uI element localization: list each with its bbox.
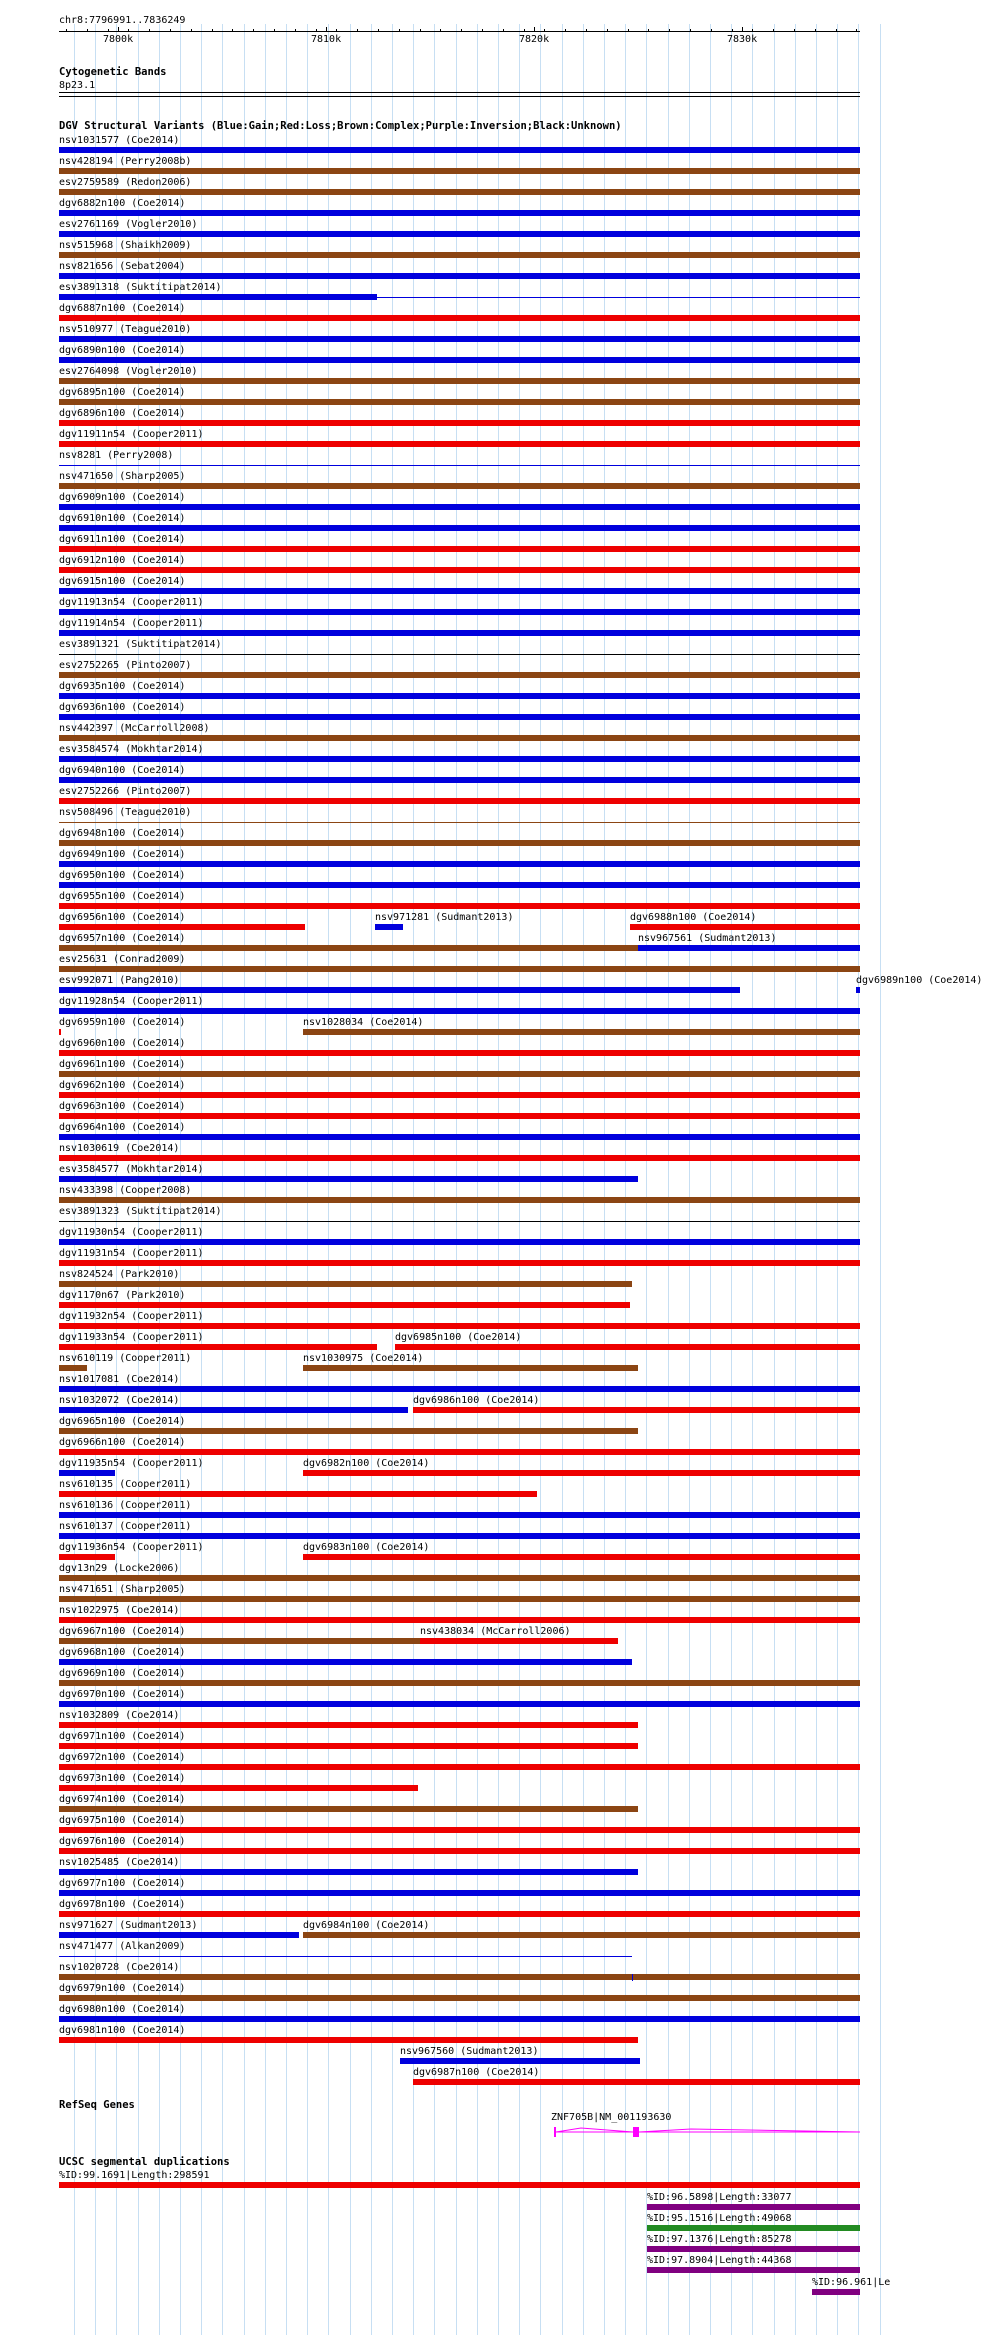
variant-label[interactable]: esv2752265 (Pinto2007): [59, 660, 192, 671]
variant-bar[interactable]: [638, 945, 860, 951]
variant-bar[interactable]: [59, 1155, 860, 1161]
variant-bar[interactable]: [59, 1533, 860, 1539]
variant-bar[interactable]: [59, 315, 860, 321]
gene-exon: [633, 2127, 639, 2137]
ruler-minor-tick: [524, 29, 525, 32]
ruler-tick-label: 7820k: [519, 34, 550, 45]
variant-bar[interactable]: [59, 1764, 860, 1770]
variant-label[interactable]: dgv6950n100 (Coe2014): [59, 870, 186, 881]
grid-line: [837, 24, 838, 2335]
variant-bar[interactable]: [375, 924, 403, 930]
segdup-bar[interactable]: [647, 2246, 860, 2252]
variant-label[interactable]: dgv6956n100 (Coe2014): [59, 912, 186, 923]
variant-bar[interactable]: [400, 2058, 640, 2064]
variant-bar[interactable]: [59, 987, 740, 993]
variant-bar[interactable]: [59, 945, 638, 951]
ruler-minor-tick: [108, 29, 109, 32]
ruler-minor-tick: [628, 29, 629, 32]
ruler-minor-tick: [794, 29, 795, 32]
variant-label[interactable]: esv2759589 (Redon2006): [59, 177, 192, 188]
variant-label[interactable]: nsv967561 (Sudmant2013): [638, 933, 777, 944]
variant-bar[interactable]: [59, 1869, 638, 1875]
variant-label[interactable]: dgv6974n100 (Coe2014): [59, 1794, 186, 1805]
variant-label[interactable]: dgv6976n100 (Coe2014): [59, 1836, 186, 1847]
variant-bar[interactable]: [59, 1491, 537, 1497]
variant-label[interactable]: esv992071 (Pang2010): [59, 975, 180, 986]
variant-bar[interactable]: [59, 1071, 860, 1077]
variant-label[interactable]: dgv6911n100 (Coe2014): [59, 534, 186, 545]
variant-bar[interactable]: [59, 465, 860, 466]
variant-bar[interactable]: [303, 1365, 638, 1371]
variant-bar[interactable]: [59, 1221, 860, 1222]
variant-bar[interactable]: [303, 1470, 860, 1476]
grid-line: [816, 24, 817, 2335]
variant-bar[interactable]: [59, 1911, 860, 1917]
variant-label[interactable]: nsv1025485 (Coe2014): [59, 1857, 180, 1868]
variant-bar[interactable]: [59, 1743, 638, 1749]
variant-label[interactable]: dgv11936n54 (Cooper2011): [59, 1542, 204, 1553]
variant-bar[interactable]: [59, 1848, 860, 1854]
variant-label[interactable]: dgv6969n100 (Coe2014): [59, 1668, 186, 1679]
variant-label[interactable]: dgv11928n54 (Cooper2011): [59, 996, 204, 1007]
variant-label[interactable]: dgv6979n100 (Coe2014): [59, 1983, 186, 1994]
variant-label[interactable]: dgv6964n100 (Coe2014): [59, 1122, 186, 1133]
variant-bar[interactable]: [59, 1197, 860, 1203]
ruler-minor-tick: [128, 29, 129, 32]
variant-label[interactable]: esv25631 (Conrad2009): [59, 954, 186, 965]
variant-bar[interactable]: [59, 1956, 632, 1957]
variant-bar[interactable]: [59, 1722, 638, 1728]
ruler-minor-tick: [336, 29, 337, 32]
variant-label[interactable]: esv2764098 (Vogler2010): [59, 366, 198, 377]
variant-label[interactable]: dgv6935n100 (Coe2014): [59, 681, 186, 692]
variant-label[interactable]: dgv6912n100 (Coe2014): [59, 555, 186, 566]
variant-bar[interactable]: [59, 546, 860, 552]
refseq-title: RefSeq Genes: [59, 2099, 135, 2111]
variant-label[interactable]: dgv11935n54 (Cooper2011): [59, 1458, 204, 1469]
variant-bar[interactable]: [59, 1281, 632, 1287]
variant-bar[interactable]: [59, 483, 860, 489]
variant-bar[interactable]: [59, 1470, 115, 1476]
variant-bar[interactable]: [59, 1554, 115, 1560]
ruler-minor-tick: [752, 29, 753, 32]
ruler-tick: [326, 27, 327, 32]
ruler-minor-tick: [669, 29, 670, 32]
variant-label[interactable]: dgv6967n100 (Coe2014): [59, 1626, 186, 1637]
variant-bar[interactable]: [413, 1407, 860, 1413]
variant-bar[interactable]: [59, 1176, 638, 1182]
variant-label[interactable]: nsv433398 (Cooper2008): [59, 1185, 192, 1196]
ruler-minor-tick: [357, 29, 358, 32]
variant-bar[interactable]: [59, 966, 860, 972]
variant-label[interactable]: dgv6981n100 (Coe2014): [59, 2025, 186, 2036]
variant-label[interactable]: nsv442397 (McCarroll2008): [59, 723, 210, 734]
variant-label[interactable]: nsv471651 (Sharp2005): [59, 1584, 186, 1595]
variant-label[interactable]: dgv6984n100 (Coe2014): [303, 1920, 430, 1931]
variant-label[interactable]: nsv610135 (Cooper2011): [59, 1479, 192, 1490]
variant-label[interactable]: dgv6896n100 (Coe2014): [59, 408, 186, 419]
variant-label[interactable]: dgv6960n100 (Coe2014): [59, 1038, 186, 1049]
variant-bar[interactable]: [59, 294, 377, 300]
variant-end-tick: [632, 1974, 633, 1981]
ruler-tick-label: 7810k: [311, 34, 342, 45]
variant-label[interactable]: esv3891321 (Suktitipat2014): [59, 639, 222, 650]
segdup-label[interactable]: %ID:97.1376|Length:85278: [647, 2234, 792, 2245]
ruler-minor-tick: [378, 29, 379, 32]
variant-label[interactable]: dgv6948n100 (Coe2014): [59, 828, 186, 839]
variant-label[interactable]: nsv8281 (Perry2008): [59, 450, 174, 461]
segdup-label[interactable]: %ID:95.1516|Length:49068: [647, 2213, 792, 2224]
ruler-minor-tick: [732, 29, 733, 32]
variant-bar[interactable]: [59, 630, 860, 636]
variant-bar[interactable]: [59, 2037, 638, 2043]
ruler-minor-tick: [711, 29, 712, 32]
variant-bar[interactable]: [59, 1449, 860, 1455]
variant-label[interactable]: esv3584574 (Mokhtar2014): [59, 744, 204, 755]
segdup-label[interactable]: %ID:99.1691|Length:298591: [59, 2170, 210, 2181]
ruler-tick: [118, 27, 119, 32]
variant-label[interactable]: dgv11932n54 (Cooper2011): [59, 1311, 204, 1322]
variant-bar[interactable]: [59, 441, 860, 447]
ruler-minor-tick: [836, 29, 837, 32]
variant-label[interactable]: nsv428194 (Perry2008b): [59, 156, 192, 167]
ruler-minor-tick: [66, 29, 67, 32]
grid-line: [752, 24, 753, 2335]
variant-bar[interactable]: [420, 1638, 618, 1644]
variant-label[interactable]: nsv508496 (Teague2010): [59, 807, 192, 818]
ruler-minor-tick: [607, 29, 608, 32]
ruler-minor-tick: [461, 29, 462, 32]
variant-bar[interactable]: [59, 822, 860, 823]
variant-bar[interactable]: [59, 1239, 860, 1245]
ruler-minor-tick: [856, 29, 857, 32]
variant-bar[interactable]: [59, 1323, 860, 1329]
ruler-tick: [742, 27, 743, 32]
variant-bar[interactable]: [59, 1701, 860, 1707]
variant-bar[interactable]: [59, 1974, 860, 1980]
variant-bar[interactable]: [59, 882, 860, 888]
variant-label[interactable]: dgv6957n100 (Coe2014): [59, 933, 186, 944]
variant-label[interactable]: nsv1028034 (Coe2014): [303, 1017, 424, 1028]
variant-label[interactable]: nsv971281 (Sudmant2013): [375, 912, 514, 923]
variant-label[interactable]: dgv6972n100 (Coe2014): [59, 1752, 186, 1763]
variant-label[interactable]: nsv510977 (Teague2010): [59, 324, 192, 335]
variant-label[interactable]: dgv6909n100 (Coe2014): [59, 492, 186, 503]
variant-label[interactable]: dgv6968n100 (Coe2014): [59, 1647, 186, 1658]
gene-exon: [554, 2127, 556, 2137]
variant-bar[interactable]: [59, 777, 860, 783]
variant-bar[interactable]: [59, 504, 860, 510]
cytoband-track: [59, 92, 860, 93]
ruler-minor-tick: [316, 29, 317, 32]
variant-bar[interactable]: [59, 420, 860, 426]
variant-bar[interactable]: [59, 252, 860, 258]
variant-bar[interactable]: [59, 903, 860, 909]
variant-label[interactable]: nsv1030619 (Coe2014): [59, 1143, 180, 1154]
variant-label[interactable]: dgv11913n54 (Cooper2011): [59, 597, 204, 608]
variant-bar[interactable]: [59, 1092, 860, 1098]
ruler-minor-tick: [440, 29, 441, 32]
grid-line: [880, 24, 881, 2335]
variant-label[interactable]: nsv471650 (Sharp2005): [59, 471, 186, 482]
variant-label[interactable]: dgv6962n100 (Coe2014): [59, 1080, 186, 1091]
ruler-minor-tick: [648, 29, 649, 32]
variant-label[interactable]: dgv6978n100 (Coe2014): [59, 1899, 186, 1910]
variant-bar[interactable]: [59, 672, 860, 678]
variant-bar[interactable]: [59, 756, 860, 762]
ruler-minor-tick: [544, 29, 545, 32]
ruler-minor-tick: [212, 29, 213, 32]
variant-bar[interactable]: [59, 1827, 860, 1833]
variant-bar[interactable]: [59, 693, 860, 699]
variant-label[interactable]: dgv6915n100 (Coe2014): [59, 576, 186, 587]
variant-bar[interactable]: [59, 525, 860, 531]
variant-label[interactable]: dgv6982n100 (Coe2014): [303, 1458, 430, 1469]
ruler-minor-tick: [815, 29, 816, 32]
variant-label[interactable]: dgv6970n100 (Coe2014): [59, 1689, 186, 1700]
variant-bar[interactable]: [59, 1344, 377, 1350]
variant-label[interactable]: dgv6887n100 (Coe2014): [59, 303, 186, 314]
variant-bar[interactable]: [413, 2079, 860, 2085]
variant-label[interactable]: nsv438034 (McCarroll2006): [420, 1626, 571, 1637]
variant-label[interactable]: nsv1032072 (Coe2014): [59, 1395, 180, 1406]
variant-label[interactable]: nsv1020728 (Coe2014): [59, 1962, 180, 1973]
segdup-label[interactable]: %ID:96.961|Le: [812, 2277, 891, 2288]
cytoband-title: Cytogenetic Bands: [59, 66, 167, 78]
variant-bar[interactable]: [59, 273, 860, 279]
variant-label[interactable]: dgv6971n100 (Coe2014): [59, 1731, 186, 1742]
grid-line: [710, 24, 711, 2335]
variant-bar[interactable]: [59, 609, 860, 615]
segdup-label[interactable]: %ID:97.8904|Length:44368: [647, 2255, 792, 2266]
variant-label[interactable]: dgv6963n100 (Coe2014): [59, 1101, 186, 1112]
ruler-minor-tick: [399, 29, 400, 32]
variant-label[interactable]: esv2761169 (Vogler2010): [59, 219, 198, 230]
location-label: chr8:7796991..7836249: [59, 15, 186, 26]
ruler-minor-tick: [170, 29, 171, 32]
variant-bar[interactable]: [59, 1890, 860, 1896]
segdup-bar[interactable]: [647, 2225, 860, 2231]
variant-bar[interactable]: [59, 588, 860, 594]
variant-label[interactable]: dgv6989n100 (Coe2014): [856, 975, 982, 986]
variant-bar[interactable]: [59, 1029, 61, 1035]
variant-bar[interactable]: [59, 1512, 860, 1518]
variant-label[interactable]: nsv1017081 (Coe2014): [59, 1374, 180, 1385]
ruler-minor-tick: [253, 29, 254, 32]
variant-bar[interactable]: [59, 1785, 418, 1791]
variant-bar[interactable]: [59, 1260, 860, 1266]
variant-bar[interactable]: [59, 861, 860, 867]
variant-label[interactable]: dgv6988n100 (Coe2014): [630, 912, 757, 923]
variant-bar[interactable]: [59, 378, 860, 384]
variant-bar[interactable]: [59, 399, 860, 405]
ruler-minor-tick: [295, 29, 296, 32]
variant-bar[interactable]: [59, 1680, 860, 1686]
grid-line: [731, 24, 732, 2335]
variant-bar[interactable]: [59, 654, 860, 655]
variant-bar[interactable]: [59, 1302, 630, 1308]
variant-label[interactable]: dgv6987n100 (Coe2014): [413, 2067, 540, 2078]
variant-label[interactable]: dgv6983n100 (Coe2014): [303, 1542, 430, 1553]
ruler-minor-tick: [232, 29, 233, 32]
variant-bar[interactable]: [59, 210, 860, 216]
variant-label[interactable]: dgv6959n100 (Coe2014): [59, 1017, 186, 1028]
variant-bar[interactable]: [856, 987, 860, 993]
variant-label[interactable]: dgv6973n100 (Coe2014): [59, 1773, 186, 1784]
variant-label[interactable]: dgv11930n54 (Cooper2011): [59, 1227, 204, 1238]
variant-label[interactable]: dgv11933n54 (Cooper2011): [59, 1332, 204, 1343]
variant-label[interactable]: nsv1032809 (Coe2014): [59, 1710, 180, 1721]
variant-bar[interactable]: [59, 714, 860, 720]
variant-label[interactable]: dgv13n29 (Locke2006): [59, 1563, 180, 1574]
variant-label[interactable]: nsv1030975 (Coe2014): [303, 1353, 424, 1364]
variant-bar[interactable]: [59, 735, 860, 741]
variant-bar[interactable]: [59, 1386, 860, 1392]
variant-bar[interactable]: [59, 1008, 860, 1014]
variant-bar[interactable]: [377, 297, 860, 298]
ruler-minor-tick: [586, 29, 587, 32]
refseq-gene-label: ZNF705B|NM_001193630: [551, 2112, 672, 2123]
variant-label[interactable]: nsv1022975 (Coe2014): [59, 1605, 180, 1616]
ruler-minor-tick: [773, 29, 774, 32]
ruler-minor-tick: [503, 29, 504, 32]
variant-bar[interactable]: [303, 1932, 860, 1938]
variant-bar[interactable]: [303, 1029, 860, 1035]
ruler-minor-tick: [690, 29, 691, 32]
variant-label[interactable]: nsv821656 (Sebat2004): [59, 261, 186, 272]
variant-label[interactable]: dgv6895n100 (Coe2014): [59, 387, 186, 398]
variant-label[interactable]: dgv11911n54 (Cooper2011): [59, 429, 204, 440]
variant-label[interactable]: dgv11931n54 (Cooper2011): [59, 1248, 204, 1259]
grid-line: [689, 24, 690, 2335]
variant-bar[interactable]: [59, 1134, 860, 1140]
dgv-title: DGV Structural Variants (Blue:Gain;Red:Loss;Brown:Complex;Purple:Inversion;Black:Unknown): [59, 120, 622, 132]
variant-bar[interactable]: [630, 924, 860, 930]
ruler-tick-label: 7800k: [103, 34, 134, 45]
variant-bar[interactable]: [59, 357, 860, 363]
variant-bar[interactable]: [59, 924, 305, 930]
variant-bar[interactable]: [59, 189, 860, 195]
ruler-minor-tick: [191, 29, 192, 32]
variant-label[interactable]: dgv6955n100 (Coe2014): [59, 891, 186, 902]
cytoband-label: 8p23.1: [59, 80, 96, 91]
gene-intron-arc: [556, 2128, 633, 2132]
variant-bar[interactable]: [303, 1554, 860, 1560]
variant-label[interactable]: dgv6977n100 (Coe2014): [59, 1878, 186, 1889]
variant-bar[interactable]: [59, 840, 860, 846]
variant-bar[interactable]: [395, 1344, 860, 1350]
variant-label[interactable]: dgv6985n100 (Coe2014): [395, 1332, 522, 1343]
variant-label[interactable]: nsv515968 (Shaikh2009): [59, 240, 192, 251]
variant-label[interactable]: dgv6940n100 (Coe2014): [59, 765, 186, 776]
variant-label[interactable]: dgv6890n100 (Coe2014): [59, 345, 186, 356]
grid-line: [668, 24, 669, 2335]
ruler-axis: [59, 31, 860, 32]
segdup-label[interactable]: %ID:96.5898|Length:33077: [647, 2192, 792, 2203]
variant-label[interactable]: esv3891318 (Suktitipat2014): [59, 282, 222, 293]
ruler-minor-tick: [420, 29, 421, 32]
variant-label[interactable]: dgv11914n54 (Cooper2011): [59, 618, 204, 629]
variant-label[interactable]: nsv610119 (Cooper2011): [59, 1353, 192, 1364]
grid-line: [774, 24, 775, 2335]
variant-label[interactable]: esv3584577 (Mokhtar2014): [59, 1164, 204, 1175]
variant-bar[interactable]: [59, 1575, 860, 1581]
variant-bar[interactable]: [59, 1596, 860, 1602]
variant-bar[interactable]: [59, 1638, 420, 1644]
ruler-minor-tick: [87, 29, 88, 32]
segdup-bar[interactable]: [812, 2289, 860, 2295]
variant-label[interactable]: nsv610137 (Cooper2011): [59, 1521, 192, 1532]
segdup-bar[interactable]: [647, 2267, 860, 2273]
grid-line: [858, 24, 859, 2335]
variant-label[interactable]: nsv610136 (Cooper2011): [59, 1500, 192, 1511]
variant-label[interactable]: dgv6986n100 (Coe2014): [413, 1395, 540, 1406]
variant-bar[interactable]: [59, 1050, 860, 1056]
variant-label[interactable]: dgv6975n100 (Coe2014): [59, 1815, 186, 1826]
ruler-minor-tick: [482, 29, 483, 32]
variant-label[interactable]: dgv6965n100 (Coe2014): [59, 1416, 186, 1427]
variant-bar[interactable]: [59, 168, 860, 174]
segdup-bar[interactable]: [59, 2182, 860, 2188]
variant-bar[interactable]: [59, 1932, 299, 1938]
grid-line: [646, 24, 647, 2335]
ruler-tick-label: 7830k: [727, 34, 758, 45]
variant-bar[interactable]: [59, 1428, 638, 1434]
variant-label[interactable]: dgv6949n100 (Coe2014): [59, 849, 186, 860]
ruler-minor-tick: [149, 29, 150, 32]
segdup-bar[interactable]: [647, 2204, 860, 2210]
variant-label[interactable]: dgv6980n100 (Coe2014): [59, 2004, 186, 2015]
variant-bar[interactable]: [59, 567, 860, 573]
variant-bar[interactable]: [59, 1995, 860, 2001]
variant-bar[interactable]: [59, 1659, 632, 1665]
refseq-gene-model: [551, 2124, 861, 2140]
variant-bar[interactable]: [59, 1617, 860, 1623]
variant-bar[interactable]: [59, 798, 860, 804]
variant-label[interactable]: dgv6966n100 (Coe2014): [59, 1437, 186, 1448]
variant-label[interactable]: nsv971627 (Sudmant2013): [59, 1920, 198, 1931]
variant-label[interactable]: nsv471477 (Alkan2009): [59, 1941, 186, 1952]
grid-line: [795, 24, 796, 2335]
ruler-minor-tick: [565, 29, 566, 32]
variant-bar[interactable]: [59, 1806, 638, 1812]
ruler-minor-tick: [274, 29, 275, 32]
variant-label[interactable]: nsv824524 (Park2010): [59, 1269, 180, 1280]
segdup-title: UCSC segmental duplications: [59, 2156, 230, 2168]
variant-label[interactable]: dgv1170n67 (Park2010): [59, 1290, 186, 1301]
cytoband-track-lower: [59, 96, 860, 97]
variant-bar[interactable]: [59, 231, 860, 237]
variant-label[interactable]: dgv6961n100 (Coe2014): [59, 1059, 186, 1070]
variant-bar[interactable]: [59, 2016, 860, 2022]
variant-bar[interactable]: [59, 336, 860, 342]
variant-label[interactable]: nsv967560 (Sudmant2013): [400, 2046, 539, 2057]
variant-bar[interactable]: [59, 1113, 860, 1119]
variant-label[interactable]: dgv6882n100 (Coe2014): [59, 198, 186, 209]
variant-label[interactable]: dgv6936n100 (Coe2014): [59, 702, 186, 713]
variant-bar[interactable]: [59, 1365, 87, 1371]
variant-label[interactable]: esv2752266 (Pinto2007): [59, 786, 192, 797]
variant-bar[interactable]: [59, 147, 860, 153]
variant-label[interactable]: dgv6910n100 (Coe2014): [59, 513, 186, 524]
ruler-tick: [534, 27, 535, 32]
variant-label[interactable]: esv3891323 (Suktitipat2014): [59, 1206, 222, 1217]
variant-bar[interactable]: [59, 1407, 408, 1413]
variant-label[interactable]: nsv1031577 (Coe2014): [59, 135, 180, 146]
